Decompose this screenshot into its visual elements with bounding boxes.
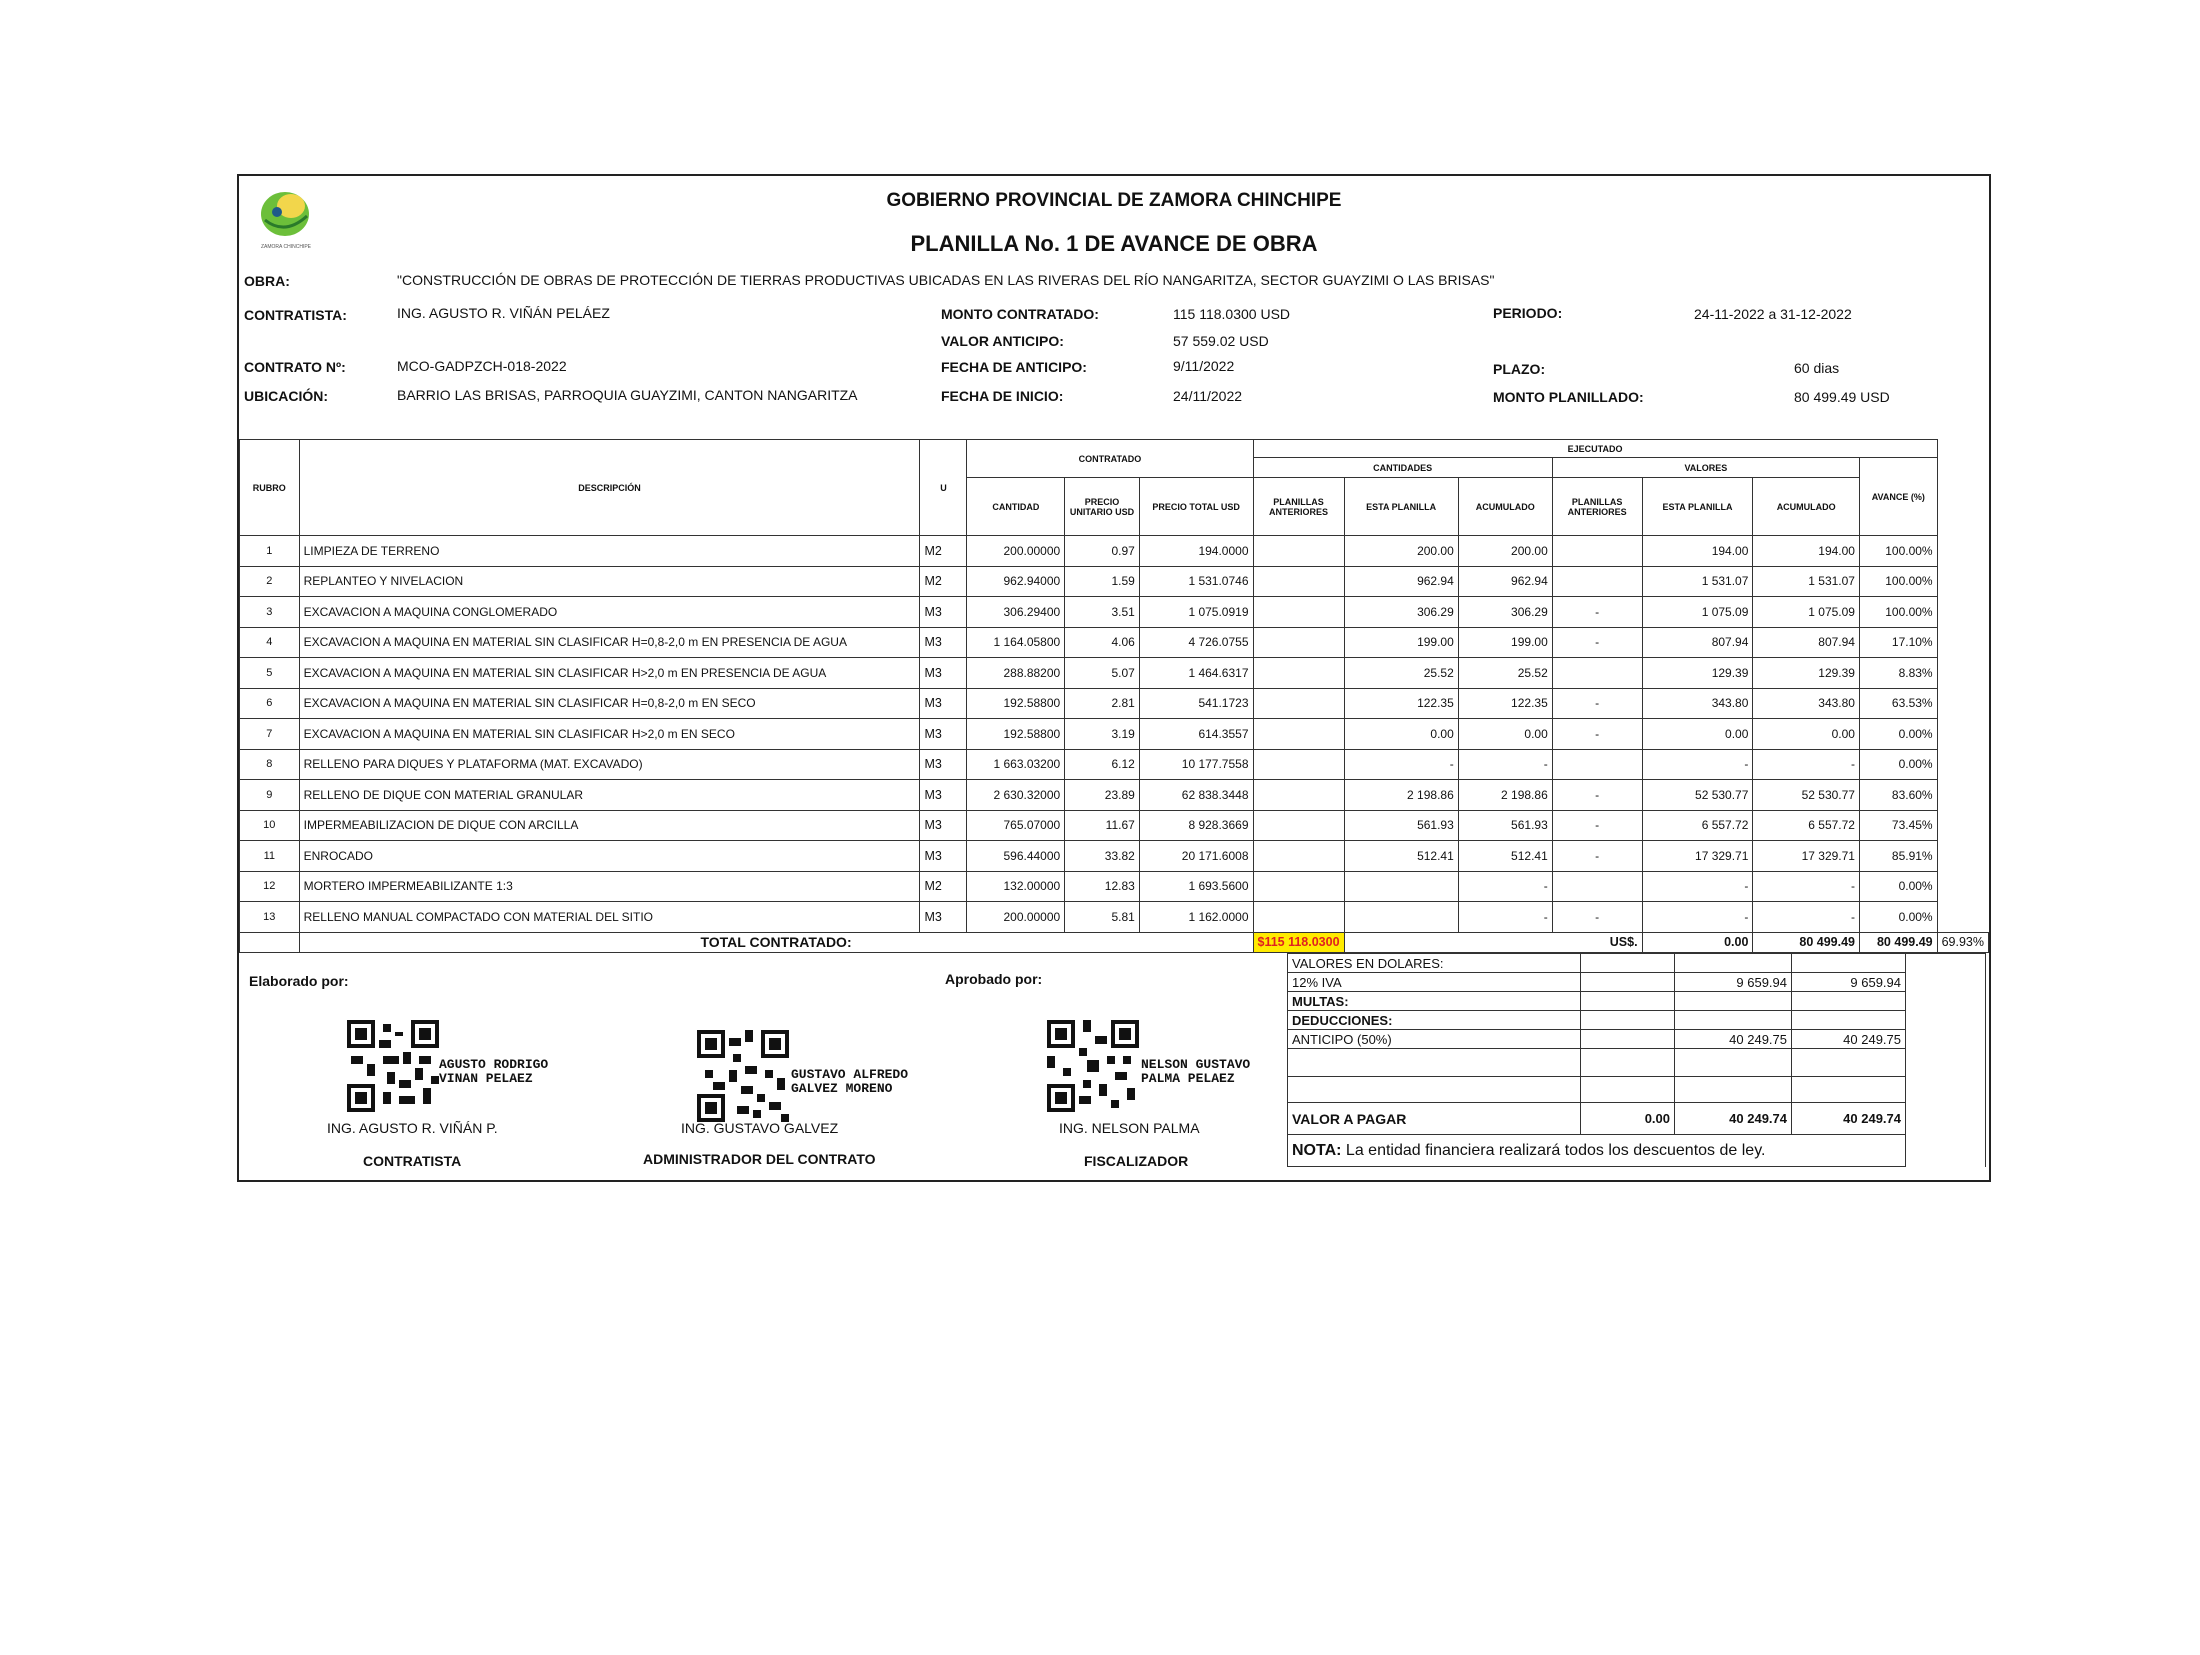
total-currency: US$. bbox=[1344, 932, 1642, 952]
cell-precio-unitario: 3.51 bbox=[1065, 597, 1140, 628]
cell-avance: 0.00% bbox=[1859, 902, 1937, 933]
administrador-signature: GUSTAVO ALFREDO GALVEZ MORENO bbox=[791, 1067, 909, 1096]
cell-cant-esta: - bbox=[1344, 749, 1458, 780]
cell-precio-total: 4 726.0755 bbox=[1139, 627, 1253, 658]
anticipo-acum: 40 249.75 bbox=[1792, 1030, 1906, 1049]
cell-descripcion: IMPERMEABILIZACION DE DIQUE CON ARCILLA bbox=[299, 810, 920, 841]
cell-rubro: 12 bbox=[240, 871, 300, 902]
cell-val-esta: 807.94 bbox=[1642, 627, 1753, 658]
ubicacion-value: BARRIO LAS BRISAS, PARROQUIA GUAYZIMI, CANTON NANGARITZA bbox=[397, 387, 858, 403]
cell-cant-acumulado: 200.00 bbox=[1458, 536, 1552, 567]
cell-cant-esta: 512.41 bbox=[1344, 841, 1458, 872]
cell-descripcion: RELLENO PARA DIQUES Y PLATAFORMA (MAT. EXCAVADO) bbox=[299, 749, 920, 780]
cell-val-anteriores bbox=[1552, 658, 1642, 689]
cell-cant-acumulado: 25.52 bbox=[1458, 658, 1552, 689]
fiscalizador-name: ING. NELSON PALMA bbox=[1059, 1120, 1200, 1136]
planillado-value: 80 499.49 USD bbox=[1794, 389, 1890, 405]
cell-precio-total: 1 075.0919 bbox=[1139, 597, 1253, 628]
contratista-name: ING. AGUSTO R. VIÑÁN P. bbox=[327, 1120, 498, 1136]
cell-cantidad: 962.94000 bbox=[967, 566, 1065, 597]
cell-val-acumulado: - bbox=[1753, 749, 1860, 780]
table-row bbox=[240, 658, 1989, 689]
cell-avance: 63.53% bbox=[1859, 688, 1937, 719]
cell-rubro: 7 bbox=[240, 719, 300, 750]
monto-value: 115 118.0300 USD bbox=[1173, 306, 1291, 322]
total-val-anteriores: 0.00 bbox=[1642, 932, 1753, 952]
cell-cant-anteriores bbox=[1253, 688, 1344, 719]
cell-cant-acumulado: - bbox=[1458, 749, 1552, 780]
total-label: TOTAL CONTRATADO: bbox=[299, 932, 1253, 952]
cell-val-acumulado: 129.39 bbox=[1753, 658, 1860, 689]
anticipo-value: 57 559.02 USD bbox=[1173, 333, 1269, 349]
cell-precio-total: 10 177.7558 bbox=[1139, 749, 1253, 780]
cell-avance: 0.00% bbox=[1859, 719, 1937, 750]
cell-avance: 100.00% bbox=[1859, 536, 1937, 567]
valores-dolares-label: VALORES EN DOLARES: bbox=[1288, 954, 1581, 973]
cell-descripcion: EXCAVACION A MAQUINA EN MATERIAL SIN CLASIFICAR H>2,0 m EN PRESENCIA DE AGUA bbox=[299, 658, 920, 689]
cell-cant-esta: 122.35 bbox=[1344, 688, 1458, 719]
cell-avance: 0.00% bbox=[1859, 749, 1937, 780]
fiscalizador-role: FISCALIZADOR bbox=[1084, 1153, 1189, 1169]
table-row bbox=[240, 841, 1989, 872]
fiscalizador-signature: NELSON GUSTAVO PALMA PELAEZ bbox=[1141, 1057, 1251, 1086]
cell-val-acumulado: 6 557.72 bbox=[1753, 810, 1860, 841]
qr-code-icon bbox=[347, 1020, 439, 1112]
financial-summary bbox=[1287, 953, 1986, 1167]
cell-rubro: 9 bbox=[240, 780, 300, 811]
cell-precio-total: 194.0000 bbox=[1139, 536, 1253, 567]
cell-precio-unitario: 2.81 bbox=[1065, 688, 1140, 719]
cell-rubro: 2 bbox=[240, 566, 300, 597]
cell-avance: 8.83% bbox=[1859, 658, 1937, 689]
iva-acum: 9 659.94 bbox=[1792, 973, 1906, 992]
cell-rubro: 3 bbox=[240, 597, 300, 628]
cell-cantidad: 765.07000 bbox=[967, 810, 1065, 841]
cell-descripcion: EXCAVACION A MAQUINA EN MATERIAL SIN CLASIFICAR H=0,8-2,0 m EN PRESENCIA DE AGUA bbox=[299, 627, 920, 658]
cell-unidad: M2 bbox=[920, 536, 967, 567]
cell-val-anteriores: - bbox=[1552, 780, 1642, 811]
cell-unidad: M3 bbox=[920, 688, 967, 719]
cell-precio-unitario: 6.12 bbox=[1065, 749, 1140, 780]
plazo-value: 60 dias bbox=[1794, 360, 1840, 376]
col-cant-acumulado: ACUMULADO bbox=[1458, 478, 1552, 536]
table-row bbox=[240, 597, 1989, 628]
cell-cantidad: 192.58800 bbox=[967, 688, 1065, 719]
cell-precio-unitario: 1.59 bbox=[1065, 566, 1140, 597]
periodo-label: PERIODO: bbox=[1493, 305, 1563, 321]
ubicacion-label: UBICACIÓN: bbox=[244, 388, 328, 404]
cell-cant-acumulado: - bbox=[1458, 871, 1552, 902]
org-title: GOBIERNO PROVINCIAL DE ZAMORA CHINCHIPE bbox=[886, 190, 1342, 211]
cell-unidad: M2 bbox=[920, 871, 967, 902]
cell-avance: 100.00% bbox=[1859, 566, 1937, 597]
cell-avance: 85.91% bbox=[1859, 841, 1937, 872]
cell-val-anteriores: - bbox=[1552, 688, 1642, 719]
anticipo-label: VALOR ANTICIPO: bbox=[941, 333, 1064, 349]
cell-cant-esta: 0.00 bbox=[1344, 719, 1458, 750]
total-row bbox=[240, 932, 1989, 952]
cell-cant-anteriores bbox=[1253, 658, 1344, 689]
cell-precio-total: 62 838.3448 bbox=[1139, 780, 1253, 811]
cell-cant-anteriores bbox=[1253, 780, 1344, 811]
col-cantidad: CANTIDAD bbox=[967, 478, 1065, 536]
cell-precio-total: 541.1723 bbox=[1139, 688, 1253, 719]
cell-cantidad: 1 164.05800 bbox=[967, 627, 1065, 658]
cell-descripcion: RELLENO MANUAL COMPACTADO CON MATERIAL DEL SITIO bbox=[299, 902, 920, 933]
monto-label: MONTO CONTRATADO: bbox=[941, 306, 1099, 322]
cell-cantidad: 1 663.03200 bbox=[967, 749, 1065, 780]
qr-code-icon bbox=[1047, 1020, 1139, 1112]
cell-val-anteriores bbox=[1552, 566, 1642, 597]
cell-val-esta: 129.39 bbox=[1642, 658, 1753, 689]
periodo-value: 24-11-2022 a 31-12-2022 bbox=[1694, 306, 1852, 322]
col-unidad: U bbox=[920, 440, 967, 536]
col-val-anteriores: PLANILLAS ANTERIORES bbox=[1552, 478, 1642, 536]
cell-cant-anteriores bbox=[1253, 810, 1344, 841]
col-descripcion: DESCRIPCIÓN bbox=[299, 440, 920, 536]
deducciones-label: DEDUCCIONES: bbox=[1288, 1011, 1581, 1030]
col-val-acumulado: ACUMULADO bbox=[1753, 478, 1860, 536]
table-row bbox=[240, 902, 1989, 933]
table-row bbox=[240, 536, 1989, 567]
cell-precio-total: 1 693.5600 bbox=[1139, 871, 1253, 902]
cell-avance: 83.60% bbox=[1859, 780, 1937, 811]
cell-cant-esta: 200.00 bbox=[1344, 536, 1458, 567]
group-cantidades: CANTIDADES bbox=[1253, 458, 1552, 478]
cell-unidad: M3 bbox=[920, 902, 967, 933]
cell-cant-acumulado: 962.94 bbox=[1458, 566, 1552, 597]
cell-rubro: 11 bbox=[240, 841, 300, 872]
fecha-inicio-label: FECHA DE INICIO: bbox=[941, 388, 1064, 404]
table-row bbox=[240, 688, 1989, 719]
total-val-acumulado: 80 499.49 bbox=[1859, 932, 1937, 952]
cell-cant-esta: 306.29 bbox=[1344, 597, 1458, 628]
cell-rubro: 13 bbox=[240, 902, 300, 933]
cell-cant-acumulado: - bbox=[1458, 902, 1552, 933]
cell-avance: 0.00% bbox=[1859, 871, 1937, 902]
contratista-value: ING. AGUSTO R. VIÑÁN PELÁEZ bbox=[397, 305, 610, 321]
contratista-label: CONTRATISTA: bbox=[244, 307, 347, 323]
cell-val-anteriores: - bbox=[1552, 810, 1642, 841]
aprobado-label: Aprobado por: bbox=[945, 971, 1043, 987]
cell-avance: 100.00% bbox=[1859, 597, 1937, 628]
cell-cantidad: 306.29400 bbox=[967, 597, 1065, 628]
cell-cant-acumulado: 512.41 bbox=[1458, 841, 1552, 872]
contratista-role: CONTRATISTA bbox=[363, 1153, 462, 1169]
cell-cantidad: 2 630.32000 bbox=[967, 780, 1065, 811]
cell-rubro: 10 bbox=[240, 810, 300, 841]
cell-val-anteriores bbox=[1552, 749, 1642, 780]
fecha-anticipo-value: 9/11/2022 bbox=[1173, 358, 1235, 374]
total-avance: 69.93% bbox=[1937, 932, 1988, 952]
cell-unidad: M3 bbox=[920, 780, 967, 811]
cell-precio-unitario: 5.07 bbox=[1065, 658, 1140, 689]
plazo-label: PLAZO: bbox=[1493, 361, 1546, 377]
col-precio-unitario: PRECIO UNITARIO USD bbox=[1065, 478, 1140, 536]
cell-cant-esta: 962.94 bbox=[1344, 566, 1458, 597]
cell-val-esta: 0.00 bbox=[1642, 719, 1753, 750]
cell-val-acumulado: 194.00 bbox=[1753, 536, 1860, 567]
cell-cant-acumulado: 199.00 bbox=[1458, 627, 1552, 658]
cell-precio-unitario: 3.19 bbox=[1065, 719, 1140, 750]
cell-val-acumulado: 17 329.71 bbox=[1753, 841, 1860, 872]
cell-cant-esta: 561.93 bbox=[1344, 810, 1458, 841]
cell-val-acumulado: 0.00 bbox=[1753, 719, 1860, 750]
cell-val-acumulado: 343.80 bbox=[1753, 688, 1860, 719]
total-contratado: $115 118.0300 bbox=[1253, 932, 1344, 952]
cell-val-anteriores: - bbox=[1552, 841, 1642, 872]
contrato-value: MCO-GADPZCH-018-2022 bbox=[397, 358, 567, 374]
cell-val-esta: - bbox=[1642, 871, 1753, 902]
cell-descripcion: EXCAVACION A MAQUINA CONGLOMERADO bbox=[299, 597, 920, 628]
group-ejecutado: EJECUTADO bbox=[1253, 440, 1937, 458]
administrador-name: ING. GUSTAVO GALVEZ bbox=[681, 1120, 839, 1136]
nota: NOTA: La entidad financiera realizará todos los descuentos de ley. bbox=[1288, 1135, 1906, 1167]
cell-rubro: 6 bbox=[240, 688, 300, 719]
cell-descripcion: ENROCADO bbox=[299, 841, 920, 872]
cell-cant-esta: 199.00 bbox=[1344, 627, 1458, 658]
cell-val-esta: 6 557.72 bbox=[1642, 810, 1753, 841]
cell-cant-anteriores bbox=[1253, 902, 1344, 933]
cell-descripcion: EXCAVACION A MAQUINA EN MATERIAL SIN CLASIFICAR H=0,8-2,0 m EN SECO bbox=[299, 688, 920, 719]
anticipo-esta: 40 249.75 bbox=[1675, 1030, 1792, 1049]
cell-rubro: 1 bbox=[240, 536, 300, 567]
items-table bbox=[239, 439, 1989, 953]
cell-val-acumulado: 807.94 bbox=[1753, 627, 1860, 658]
planillado-label: MONTO PLANILLADO: bbox=[1493, 389, 1644, 405]
items-body bbox=[240, 536, 1989, 933]
cell-cantidad: 200.00000 bbox=[967, 902, 1065, 933]
cell-unidad: M3 bbox=[920, 627, 967, 658]
table-row bbox=[240, 627, 1989, 658]
cell-descripcion: MORTERO IMPERMEABILIZANTE 1:3 bbox=[299, 871, 920, 902]
cell-val-esta: - bbox=[1642, 902, 1753, 933]
valor-pagar-label: VALOR A PAGAR bbox=[1288, 1103, 1581, 1135]
group-contratado: CONTRATADO bbox=[967, 440, 1253, 478]
qr-code-icon bbox=[697, 1030, 789, 1122]
cell-unidad: M3 bbox=[920, 597, 967, 628]
planilla-sheet bbox=[237, 174, 1991, 1182]
cell-val-anteriores bbox=[1552, 871, 1642, 902]
col-cant-esta: ESTA PLANILLA bbox=[1344, 478, 1458, 536]
cell-descripcion: EXCAVACION A MAQUINA EN MATERIAL SIN CLASIFICAR H>2,0 m EN SECO bbox=[299, 719, 920, 750]
cell-cant-anteriores bbox=[1253, 841, 1344, 872]
table-row bbox=[240, 871, 1989, 902]
cell-cant-anteriores bbox=[1253, 566, 1344, 597]
cell-cant-esta bbox=[1344, 871, 1458, 902]
cell-precio-total: 1 162.0000 bbox=[1139, 902, 1253, 933]
table-row bbox=[240, 780, 1989, 811]
fecha-inicio-value: 24/11/2022 bbox=[1173, 388, 1243, 404]
cell-val-anteriores: - bbox=[1552, 597, 1642, 628]
cell-descripcion: RELLENO DE DIQUE CON MATERIAL GRANULAR bbox=[299, 780, 920, 811]
cell-val-anteriores: - bbox=[1552, 902, 1642, 933]
cell-descripcion: REPLANTEO Y NIVELACION bbox=[299, 566, 920, 597]
cell-precio-unitario: 0.97 bbox=[1065, 536, 1140, 567]
cell-cant-acumulado: 2 198.86 bbox=[1458, 780, 1552, 811]
elaborado-label: Elaborado por: bbox=[249, 973, 349, 989]
cell-cant-acumulado: 122.35 bbox=[1458, 688, 1552, 719]
cell-val-esta: 17 329.71 bbox=[1642, 841, 1753, 872]
cell-cantidad: 192.58800 bbox=[967, 719, 1065, 750]
cell-unidad: M2 bbox=[920, 566, 967, 597]
cell-rubro: 8 bbox=[240, 749, 300, 780]
col-val-esta: ESTA PLANILLA bbox=[1642, 478, 1753, 536]
cell-val-esta: 194.00 bbox=[1642, 536, 1753, 567]
pagar-acum: 40 249.74 bbox=[1792, 1103, 1906, 1135]
pagar-esta: 40 249.74 bbox=[1675, 1103, 1792, 1135]
cell-val-acumulado: 1 531.07 bbox=[1753, 566, 1860, 597]
cell-avance: 17.10% bbox=[1859, 627, 1937, 658]
cell-unidad: M3 bbox=[920, 719, 967, 750]
cell-precio-total: 1 464.6317 bbox=[1139, 658, 1253, 689]
table-row bbox=[240, 810, 1989, 841]
cell-unidad: M3 bbox=[920, 810, 967, 841]
cell-cantidad: 288.88200 bbox=[967, 658, 1065, 689]
multas-label: MULTAS: bbox=[1288, 992, 1581, 1011]
cell-cantidad: 132.00000 bbox=[967, 871, 1065, 902]
cell-val-anteriores bbox=[1552, 536, 1642, 567]
cell-val-acumulado: 52 530.77 bbox=[1753, 780, 1860, 811]
cell-val-anteriores: - bbox=[1552, 627, 1642, 658]
table-row bbox=[240, 719, 1989, 750]
table-row bbox=[240, 749, 1989, 780]
group-valores: VALORES bbox=[1552, 458, 1859, 478]
cell-precio-unitario: 23.89 bbox=[1065, 780, 1140, 811]
cell-val-esta: 343.80 bbox=[1642, 688, 1753, 719]
cell-precio-unitario: 33.82 bbox=[1065, 841, 1140, 872]
cell-cant-anteriores bbox=[1253, 749, 1344, 780]
iva-label: 12% IVA bbox=[1288, 973, 1581, 992]
administrador-role: ADMINISTRADOR DEL CONTRATO bbox=[643, 1151, 876, 1167]
cell-val-esta: 1 531.07 bbox=[1642, 566, 1753, 597]
cell-cant-esta: 25.52 bbox=[1344, 658, 1458, 689]
col-precio-total: PRECIO TOTAL USD bbox=[1139, 478, 1253, 536]
cell-cant-anteriores bbox=[1253, 871, 1344, 902]
table-row bbox=[240, 566, 1989, 597]
total-val-esta: 80 499.49 bbox=[1753, 932, 1860, 952]
pagar-anteriores: 0.00 bbox=[1581, 1103, 1675, 1135]
cell-precio-unitario: 12.83 bbox=[1065, 871, 1140, 902]
cell-precio-total: 20 171.6008 bbox=[1139, 841, 1253, 872]
cell-descripcion: LIMPIEZA DE TERRENO bbox=[299, 536, 920, 567]
cell-avance: 73.45% bbox=[1859, 810, 1937, 841]
cell-unidad: M3 bbox=[920, 841, 967, 872]
cell-precio-unitario: 11.67 bbox=[1065, 810, 1140, 841]
cell-cant-anteriores bbox=[1253, 597, 1344, 628]
cell-cant-acumulado: 306.29 bbox=[1458, 597, 1552, 628]
cell-val-acumulado: - bbox=[1753, 902, 1860, 933]
col-cant-anteriores: PLANILLAS ANTERIORES bbox=[1253, 478, 1344, 536]
cell-cant-acumulado: 561.93 bbox=[1458, 810, 1552, 841]
obra-value: "CONSTRUCCIÓN DE OBRAS DE PROTECCIÓN DE TIERRAS PRODUCTIVAS UBICADAS EN LAS RIVERAS DEL RÍO NANGARITZA, SECTOR GUAYZIMI O LAS BRISAS" bbox=[397, 272, 1495, 288]
cell-cant-anteriores bbox=[1253, 719, 1344, 750]
cell-cant-anteriores bbox=[1253, 627, 1344, 658]
cell-precio-total: 614.3557 bbox=[1139, 719, 1253, 750]
cell-rubro: 4 bbox=[240, 627, 300, 658]
cell-val-esta: 52 530.77 bbox=[1642, 780, 1753, 811]
cell-cant-anteriores bbox=[1253, 536, 1344, 567]
cell-val-esta: - bbox=[1642, 749, 1753, 780]
col-avance: AVANCE (%) bbox=[1859, 458, 1937, 536]
cell-cant-acumulado: 0.00 bbox=[1458, 719, 1552, 750]
iva-esta: 9 659.94 bbox=[1675, 973, 1792, 992]
cell-val-anteriores: - bbox=[1552, 719, 1642, 750]
contrato-label: CONTRATO Nº: bbox=[244, 359, 346, 375]
cell-precio-total: 8 928.3669 bbox=[1139, 810, 1253, 841]
page-title: PLANILLA No. 1 DE AVANCE DE OBRA bbox=[910, 231, 1318, 256]
logo-caption: ZAMORA CHINCHIPE bbox=[260, 244, 312, 250]
cell-precio-total: 1 531.0746 bbox=[1139, 566, 1253, 597]
obra-label: OBRA: bbox=[244, 273, 290, 289]
cell-val-esta: 1 075.09 bbox=[1642, 597, 1753, 628]
cell-rubro: 5 bbox=[240, 658, 300, 689]
cell-cantidad: 596.44000 bbox=[967, 841, 1065, 872]
cell-unidad: M3 bbox=[920, 749, 967, 780]
cell-val-acumulado: 1 075.09 bbox=[1753, 597, 1860, 628]
contratista-signature: AGUSTO RODRIGO VINAN PELAEZ bbox=[439, 1057, 549, 1086]
col-rubro: RUBRO bbox=[240, 440, 300, 536]
cell-cant-esta bbox=[1344, 902, 1458, 933]
cell-unidad: M3 bbox=[920, 658, 967, 689]
cell-cantidad: 200.00000 bbox=[967, 536, 1065, 567]
cell-precio-unitario: 5.81 bbox=[1065, 902, 1140, 933]
anticipo-deduccion-label: ANTICIPO (50%) bbox=[1288, 1030, 1581, 1049]
cell-precio-unitario: 4.06 bbox=[1065, 627, 1140, 658]
cell-cant-esta: 2 198.86 bbox=[1344, 780, 1458, 811]
fecha-anticipo-label: FECHA DE ANTICIPO: bbox=[941, 359, 1087, 375]
cell-val-acumulado: - bbox=[1753, 871, 1860, 902]
